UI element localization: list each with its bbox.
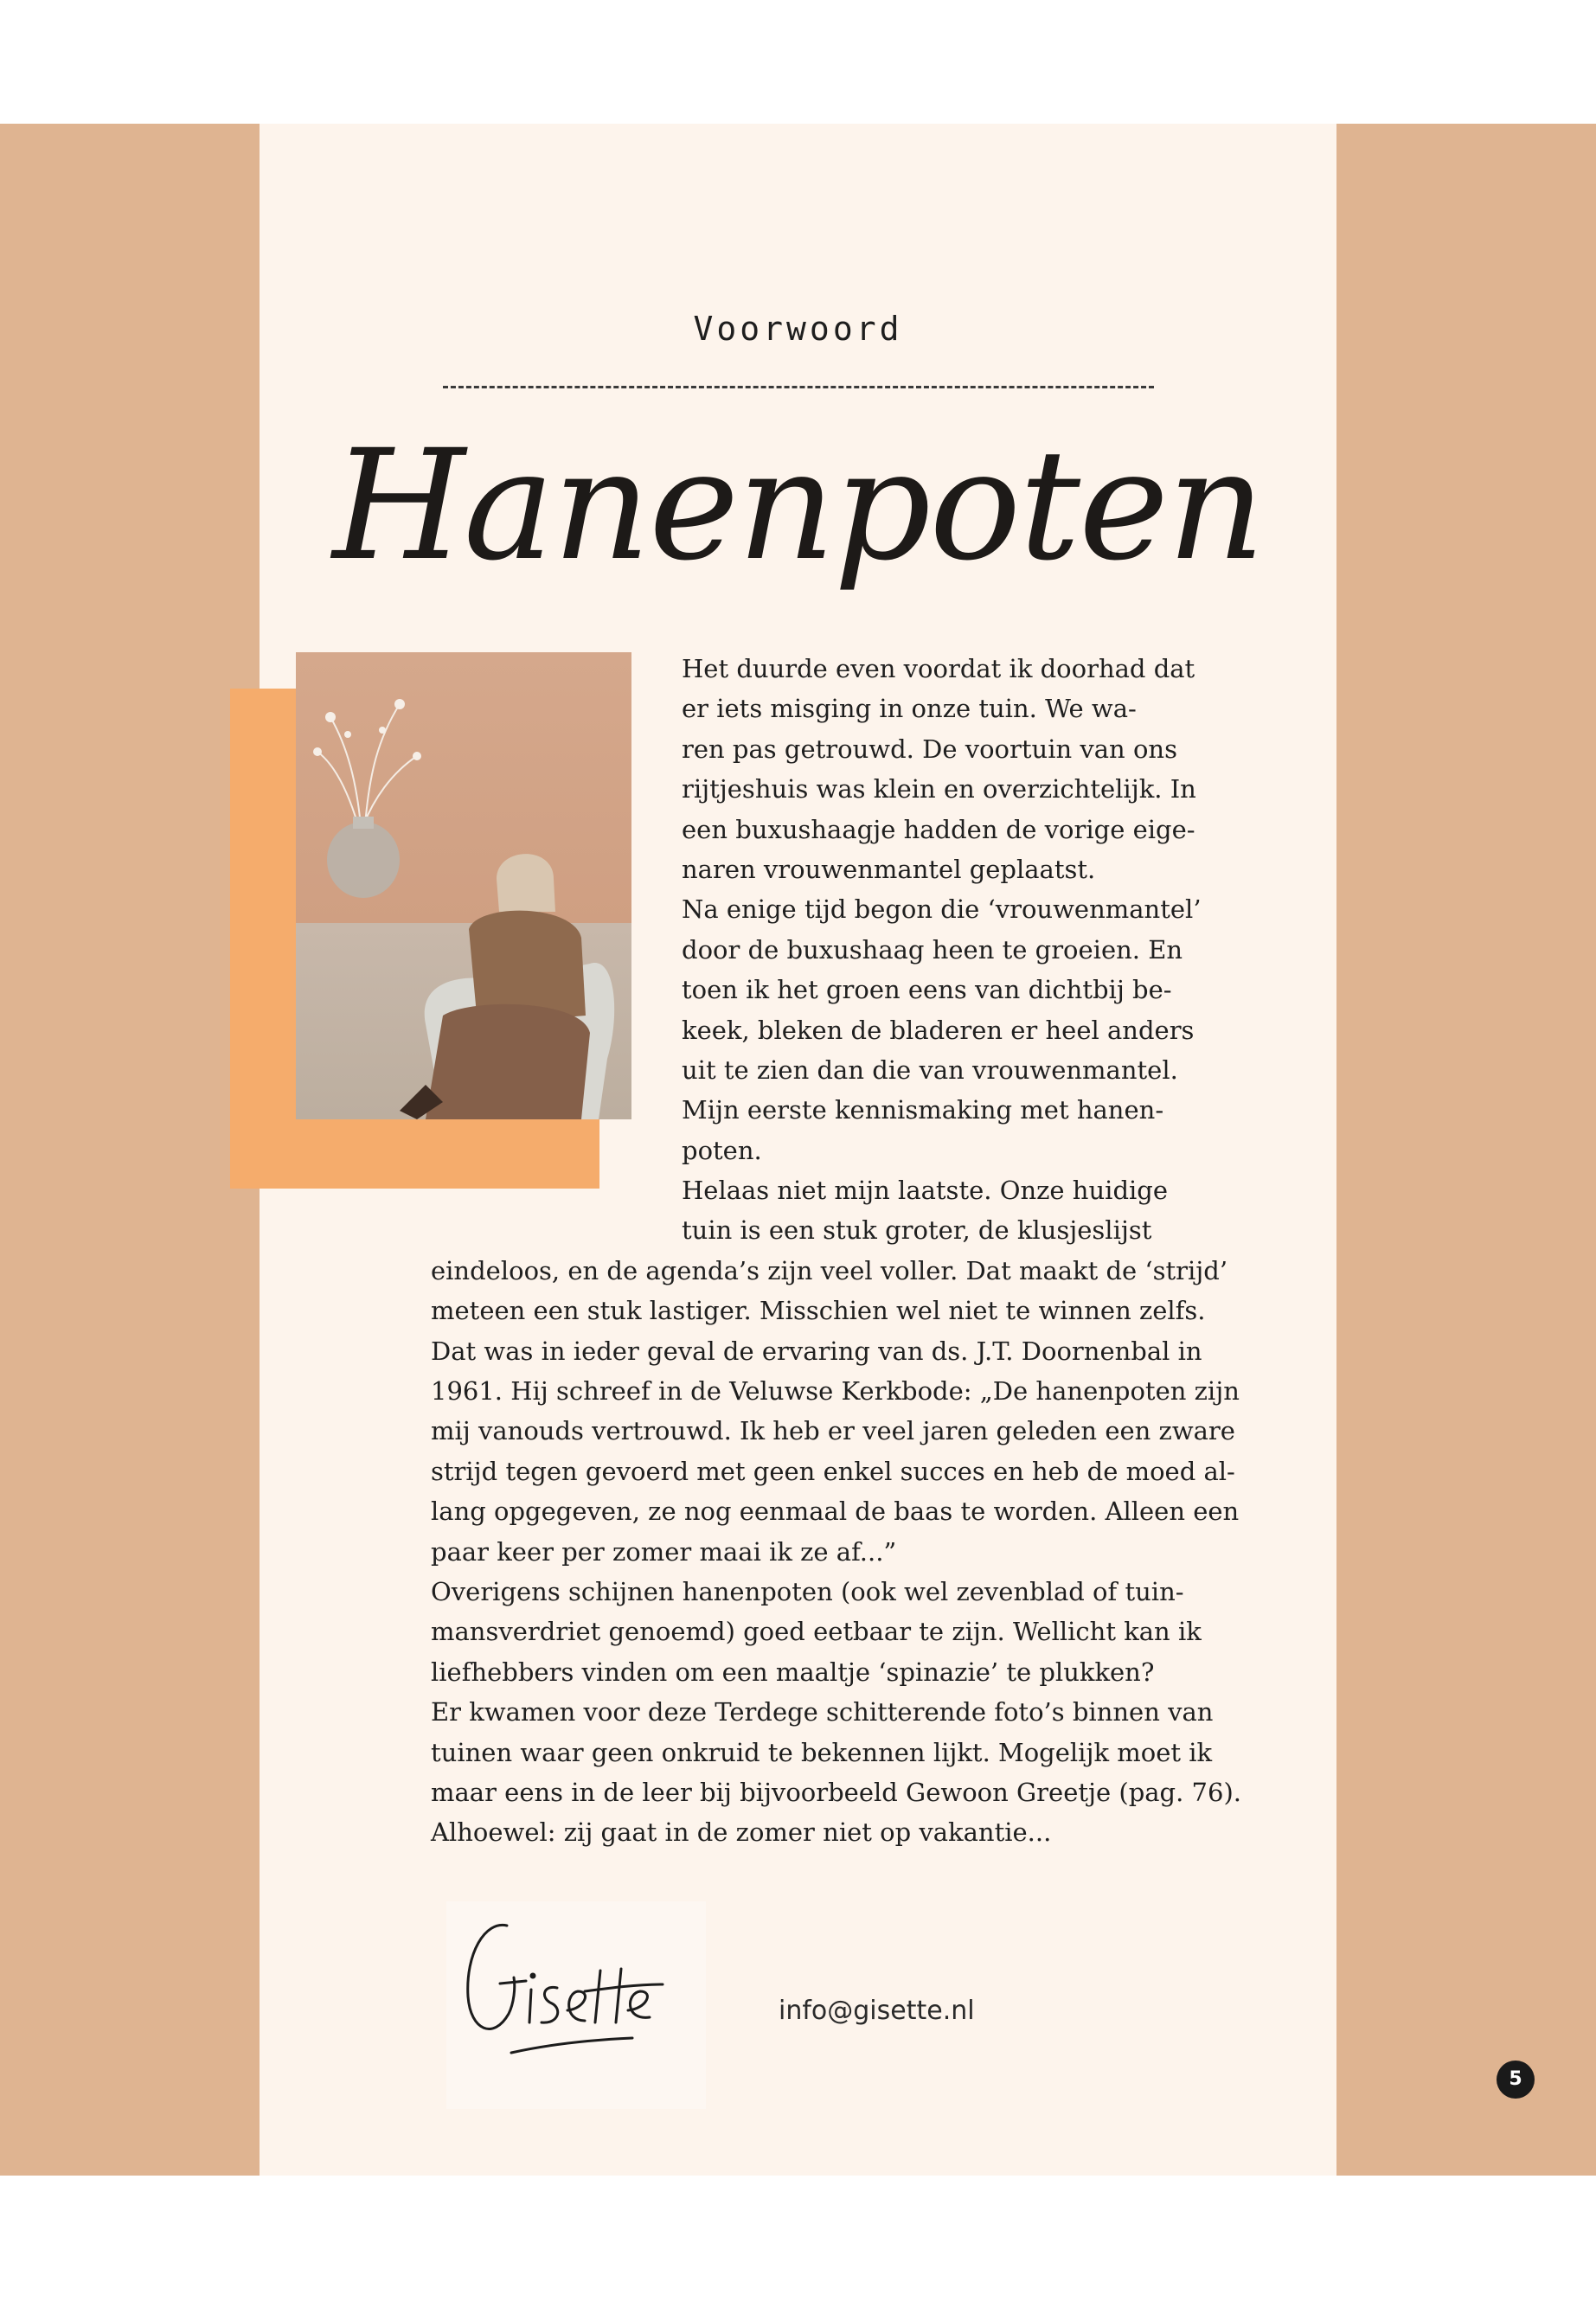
article-body [431,649,1241,1853]
body-line: ren pas getrouwd. De voortuin van ons [682,734,1177,764]
body-line: mansverdriet genoemd) goed eetbaar te zijn. Wellicht kan ik [431,1617,1202,1647]
body-line: poten. [682,1135,762,1165]
body-line: liefhebbers vinden om een maaltje ‘spinazie’ te plukken? [431,1657,1155,1687]
contact-email[interactable]: info@gisette.nl [779,1996,975,2026]
body-line: mij vanouds vertrouwd. Ik heb er veel jaren geleden een zware [431,1416,1235,1446]
body-line: Het duurde even voordat ik doorhad dat [682,654,1195,683]
body-line: Na enige tijd begon die ‘vrouwenmantel’ [682,894,1202,925]
body-line: naren vrouwenmantel geplaatst. [682,854,1096,884]
body-line: een buxushaagje hadden de vorige eige- [682,814,1195,844]
body-line: Alhoewel: zij gaat in de zomer niet op vakantie... [431,1817,1052,1848]
body-line: maar eens in de leer bij bijvoorbeeld Gewoon Greetje (pag. 76). [431,1777,1241,1807]
page-number-badge: 5 [1497,2061,1535,2099]
body-line: Mijn eerste kennismaking met hanen- [682,1095,1164,1125]
body-line: lang opgegeven, ze nog eenmaal de baas te worden. Alleen een [431,1497,1240,1527]
body-line: toen ik het groen eens van dichtbij be- [682,975,1172,1005]
body-line: tuinen waar geen onkruid te bekennen lijkt. Mogelijk moet ik [431,1737,1213,1767]
body-line: door de buxushaag heen te groeien. En [682,934,1183,965]
body-line: uit te zien dan die van vrouwenmantel. [682,1054,1178,1085]
body-line: eindeloos, en de agenda’s zijn veel voller. Dat maakt de ‘strijd’ [431,1255,1228,1285]
body-line: strijd tegen gevoerd met geen enkel succes en heb de moed al- [431,1456,1235,1486]
body-line: er iets misging in onze tuin. We wa- [682,694,1137,724]
body-line: tuin is een stuk groter, de klusjeslijst [682,1215,1152,1246]
body-line: rijtjeshuis was klein en overzichtelijk. In [682,774,1196,804]
body-line: Overigens schijnen hanenpoten (ook wel zevenblad of tuin- [431,1576,1184,1606]
body-line: Dat was in ieder geval de ervaring van ds. J.T. Doornenbal in [431,1336,1202,1366]
body-line: paar keer per zomer maai ik ze af...” [431,1536,897,1567]
body-line: Helaas niet mijn laatste. Onze huidige [682,1176,1169,1206]
body-line: 1961. Hij schreef in de Veluwse Kerkbode: „De hanenpoten zijn [431,1376,1240,1407]
body-line: keek, bleken de bladeren er heel anders [682,1015,1195,1045]
body-line: Er kwamen voor deze Terdege schitterende foto’s binnen van [431,1697,1214,1727]
handwritten-signature [446,1901,706,2109]
section-kicker: Voorwoord [693,310,903,348]
article-title: Hanenpoten [332,417,1264,594]
dashed-divider [443,386,1154,388]
body-line: meteen een stuk lastiger. Misschien wel niet te winnen zelfs. [431,1296,1206,1326]
